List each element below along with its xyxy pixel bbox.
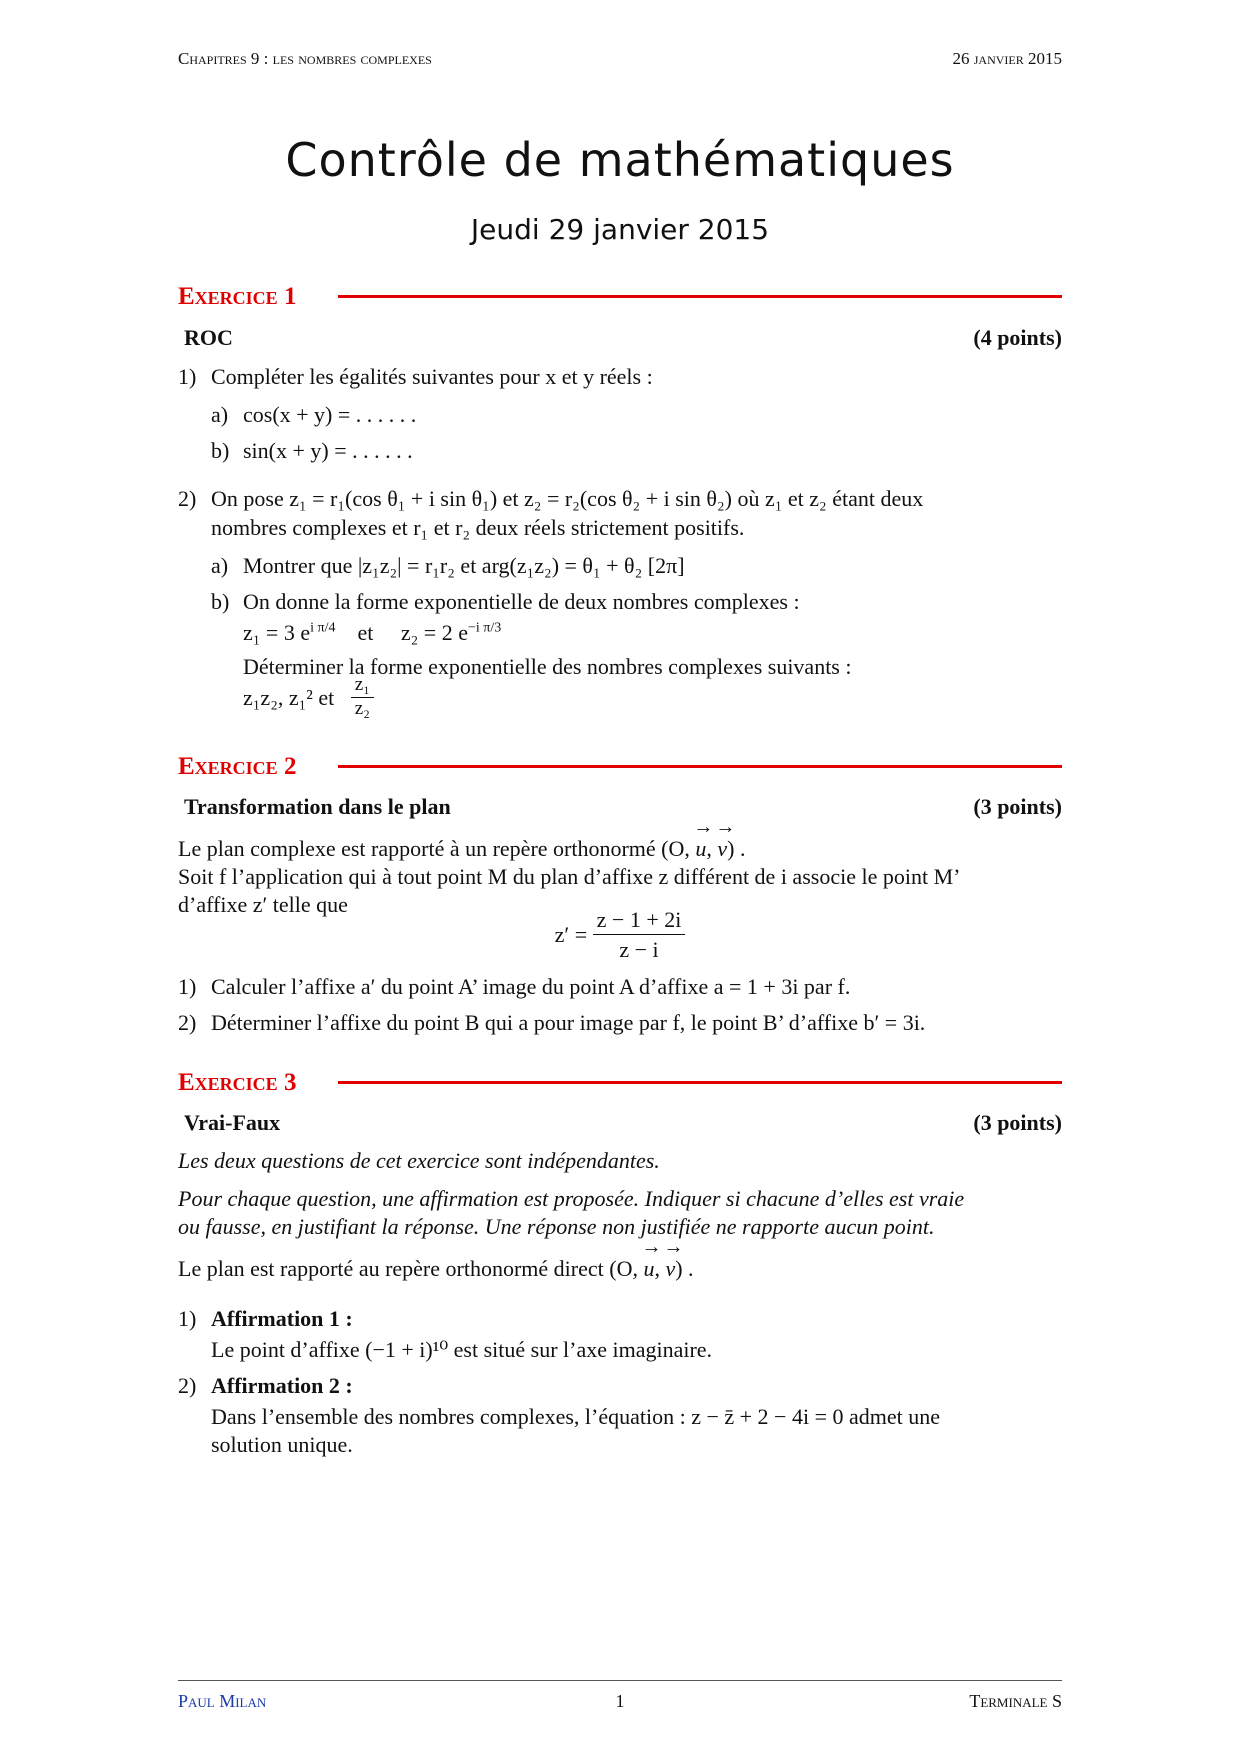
ex3-instruction-2-line1: Pour chaque question, une affirmation est proposée. Indiquer si chacune d’elles est vraie <box>178 1186 965 1211</box>
exercise-3-label: Exercice 3 <box>178 1069 297 1096</box>
exercise-1-points: (4 points) <box>973 325 1062 350</box>
ex2-intro-text: Le plan complexe est rapporté à un repère orthonormé (O, <box>178 836 690 861</box>
header-chapter: Chapitres 9 : les nombres complexes <box>178 49 432 68</box>
ex3-frame-text: Le plan est rapporté au repère orthonormé direct (O, <box>178 1256 638 1281</box>
exercise-2-name: Transformation dans le plan <box>184 794 451 819</box>
ex2-equation-denominator: z − i <box>619 937 659 963</box>
ex1-q1-number: 1) <box>178 364 197 389</box>
ex2-intro-line: Le plan complexe est rapporté à un repère orthonormé (O, → u, → v) . <box>178 834 746 863</box>
ex1-q1a-text: cos(x + y) = . . . . . . <box>243 402 417 427</box>
ex2-q2-text: Déterminer l’affixe du point B qui a pour image par f, le point B’ d’affixe b′ = 3i. <box>211 1010 926 1035</box>
ex1-q1b-text: sin(x + y) = . . . . . . <box>243 438 413 463</box>
ex1-q1b-number: b) <box>211 438 230 463</box>
ex3-instruction-2-line2: ou fausse, en justifiant la réponse. Une réponse non justifiée ne rapporte aucun point. <box>178 1214 935 1239</box>
ex3-a1-number: 1) <box>178 1306 197 1331</box>
ex1-q1a-number: a) <box>211 402 229 427</box>
page-subtitle: Jeudi 29 janvier 2015 <box>470 213 770 246</box>
ex1-q2b-text: On donne la forme exponentielle de deux nombres complexes : <box>243 589 800 614</box>
exercise-1-label: Exercice 1 <box>178 283 297 310</box>
ex1-z2-exponent: −i π/3 <box>467 620 502 636</box>
ex1-z1-value: z₁ = 3 e <box>243 620 311 645</box>
ex1-q2-number: 2) <box>178 486 197 511</box>
footer-rule <box>178 1680 1062 1681</box>
footer-page-number: 1 <box>615 1691 625 1711</box>
ex3-a2-line1: Dans l’ensemble des nombres complexes, l’équation : z − z̄ + 2 − 4i = 0 admet une <box>211 1404 940 1429</box>
ex1-quotient-den: z₂ <box>354 697 370 719</box>
ex1-quotient-num: z₁ <box>351 674 374 698</box>
exercise-1-name: ROC <box>184 325 233 350</box>
ex2-q1-text: Calculer l’affixe a′ du point A’ image du point A d’affixe a = 1 + 3i par f. <box>211 974 851 999</box>
footer-class: Terminale S <box>969 1691 1062 1711</box>
exercise-2-points: (3 points) <box>973 794 1062 819</box>
ex1-q2a-number: a) <box>211 553 229 578</box>
ex1-q1-text: Compléter les égalités suivantes pour x et y réels : <box>211 364 653 389</box>
ex2-equation-numerator: z − 1 + 2i <box>593 905 686 935</box>
ex2-q1-number: 1) <box>178 974 197 999</box>
ex3-a1-text: Le point d’affixe (−1 + i)¹⁰ est situé sur l’axe imaginaire. <box>211 1337 713 1362</box>
ex1-q2-line2: nombres complexes et r₁ et r₂ deux réels strictement positifs. <box>211 515 745 540</box>
ex1-list-text: z₁z₂, z₁² et <box>243 684 335 710</box>
ex3-frame-line: Le plan est rapporté au repère orthonormé direct (O, → u, → v) . <box>178 1254 694 1283</box>
ex2-q2-number: 2) <box>178 1010 197 1035</box>
exercise-3-subtitle <box>184 1108 1062 1137</box>
exercise-3-points: (3 points) <box>973 1110 1062 1135</box>
ex2-vector-v: → v <box>717 834 727 863</box>
ex2-definition-line: Soit f l’application qui à tout point M du plan d’affixe z différent de i associe le point M’ <box>178 864 961 889</box>
ex1-q2b-list <box>243 674 374 721</box>
ex2-definition-line2: d’affixe z′ telle que <box>178 892 348 917</box>
ex2-equation <box>178 905 1062 964</box>
ex1-q2b-number: b) <box>211 589 230 614</box>
ex1-q2-line1: On pose z₁ = r₁(cos θ₁ + i sin θ₁) et z₂ = r₂(cos θ₂ + i sin θ₂) où z₁ et z₂ étant deux <box>211 486 924 511</box>
exercise-2-questions <box>178 972 1062 1042</box>
ex1-and-word: et <box>357 620 374 645</box>
ex1-z1-exponent: i π/4 <box>310 620 336 636</box>
ex3-a2-line2: solution unique. <box>211 1432 353 1457</box>
exercise-1-subtitle <box>184 323 1062 352</box>
ex2-vector-u: → u <box>695 834 706 863</box>
ex3-a2-number: 2) <box>178 1373 197 1398</box>
page-title: Contrôle de mathématiques <box>285 133 955 187</box>
ex3-vector-u: → u <box>643 1254 654 1283</box>
exercise-3-heading <box>178 1066 1062 1100</box>
ex1-z2-value: z₂ = 2 e <box>400 620 468 645</box>
exercise-1-heading <box>178 280 1062 314</box>
ex3-a2-title: Affirmation 2 : <box>211 1373 353 1398</box>
header-date: 26 janvier 2015 <box>952 49 1062 68</box>
exercise-3-name: Vrai-Faux <box>184 1110 281 1135</box>
ex1-q2b-determine: Déterminer la forme exponentielle des nombres complexes suivants : <box>243 654 852 679</box>
exercise-3-body <box>178 1146 1062 1466</box>
footer-author: Paul Milan <box>178 1691 267 1711</box>
ex1-q2b-values <box>243 618 501 647</box>
exercise-3-rule <box>338 1081 1062 1084</box>
exercise-1-body <box>178 362 1062 719</box>
ex3-instruction-1: Les deux questions de cet exercice sont indépendantes. <box>178 1148 660 1173</box>
exercise-2-heading <box>178 750 1062 784</box>
ex1-q2a-text: Montrer que |z₁z₂| = r₁r₂ et arg(z₁z₂) = θ₁ + θ₂ [2π] <box>243 553 685 578</box>
exercise-1-rule <box>338 295 1062 298</box>
exercise-2-label: Exercice 2 <box>178 753 297 780</box>
ex1-quotient <box>351 674 374 721</box>
ex3-a1-title: Affirmation 1 : <box>211 1306 353 1331</box>
ex2-equation-lhs: z′ = <box>554 922 588 948</box>
exercise-2-subtitle <box>184 792 1062 821</box>
ex3-vector-v: → v <box>665 1254 675 1283</box>
ex2-equation-fraction <box>593 905 686 964</box>
exercise-2-rule <box>338 765 1062 768</box>
